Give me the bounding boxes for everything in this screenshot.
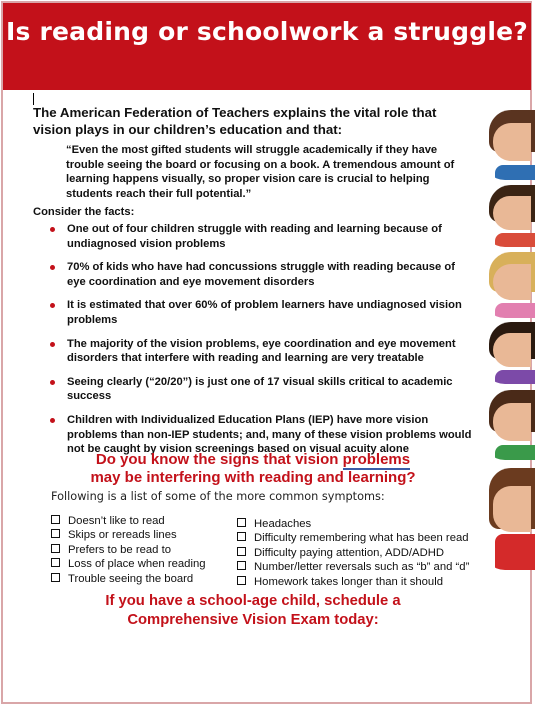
child-photo bbox=[483, 185, 535, 247]
fact-item bbox=[34, 222, 476, 251]
symptom-item bbox=[237, 517, 469, 531]
checkbox-icon bbox=[237, 561, 246, 570]
bullet-icon bbox=[50, 418, 55, 423]
bullet-icon bbox=[50, 227, 55, 232]
child-photo bbox=[483, 252, 535, 318]
fact-text: One out of four children struggle with reading and learning because of undiagnosed vision problems bbox=[67, 223, 442, 250]
fact-text: 70% of kids who have had concussions struggle with reading because of eye coordination and eye movement disorders bbox=[67, 261, 455, 288]
child-photo bbox=[483, 110, 535, 180]
child-photo bbox=[483, 390, 535, 460]
checkbox-icon bbox=[51, 544, 60, 553]
child-photo bbox=[483, 322, 535, 384]
symptom-item bbox=[51, 528, 206, 542]
symptom-text: Skips or rereads lines bbox=[68, 529, 177, 542]
call-to-action bbox=[33, 592, 473, 629]
fact-text: It is estimated that over 60% of problem learners have undiagnosed vision problems bbox=[67, 299, 462, 326]
bullet-icon bbox=[50, 303, 55, 308]
checkbox-icon bbox=[51, 558, 60, 567]
checkbox-icon bbox=[237, 547, 246, 556]
facts-list bbox=[34, 222, 476, 466]
signs-question bbox=[33, 451, 473, 487]
checkbox-icon bbox=[237, 576, 246, 585]
symptom-item bbox=[237, 575, 469, 589]
bullet-icon bbox=[50, 380, 55, 385]
intro-paragraph: The American Federation of Teachers explains the vital role that vision plays in our children’s education and that: bbox=[33, 105, 437, 137]
symptom-text: Headaches bbox=[254, 518, 312, 530]
symptom-item bbox=[51, 557, 206, 571]
checkbox-icon bbox=[237, 518, 246, 527]
facts-heading: Consider the facts: bbox=[33, 206, 135, 218]
checkbox-icon bbox=[51, 515, 60, 524]
symptom-item bbox=[51, 572, 206, 586]
page-title: Is reading or schoolwork a struggle? bbox=[5, 17, 528, 46]
checkbox-icon bbox=[237, 532, 246, 541]
symptoms-list-left bbox=[51, 514, 206, 586]
quote-paragraph: “Even the most gifted students will struggle academically if they have trouble seeing the board or focusing on a book. A tremendous amount of learning happens visually, so proper vision care is crucial to helping students reach their full potential.” bbox=[66, 144, 455, 201]
fact-item bbox=[34, 337, 476, 366]
checkbox-icon bbox=[51, 529, 60, 538]
fact-text: Seeing clearly (“20/20”) is just one of 17 visual skills critical to academic success bbox=[67, 375, 453, 403]
symptom-text: Loss of place when reading bbox=[68, 558, 206, 571]
cta-line-2: Comprehensive Vision Exam today: bbox=[127, 611, 379, 628]
fact-text: Children with Individualized Education Plans (IEP) have more vision problems than non-IEP students; and, many of these vision problems would not be caught by vision screenings based on visual acuity alone bbox=[67, 413, 472, 456]
symptom-text: Prefers to be read to bbox=[68, 543, 171, 556]
symptom-text: Difficulty paying attention, ADD/ADHD bbox=[254, 546, 445, 559]
checkbox-icon bbox=[51, 573, 60, 582]
symptoms-intro: Following is a list of some of the more common symptoms: bbox=[51, 490, 385, 503]
cta-line-1: If you have a school-age child, schedule a bbox=[105, 593, 401, 609]
symptom-item bbox=[237, 560, 469, 574]
question-underlined-word: problems bbox=[342, 451, 411, 468]
symptom-text: Difficulty remembering what has been read bbox=[254, 532, 469, 545]
symptom-text: Trouble seeing the board bbox=[68, 572, 194, 585]
child-photo bbox=[483, 468, 535, 570]
fact-item bbox=[34, 298, 476, 327]
symptom-text: Doesn’t like to read bbox=[68, 515, 165, 527]
symptom-item bbox=[237, 531, 469, 545]
bullet-icon bbox=[50, 265, 55, 270]
symptom-item bbox=[51, 543, 206, 557]
symptom-item bbox=[51, 514, 206, 528]
symptom-text: Homework takes longer than it should bbox=[254, 575, 444, 588]
header-banner bbox=[3, 3, 531, 90]
symptoms-list-right bbox=[237, 517, 469, 589]
fact-text: The majority of the vision problems, eye coordination and eye movement disorders that interfere with reading and learning are very treatable bbox=[67, 337, 456, 365]
symptom-item bbox=[237, 546, 469, 560]
fact-item bbox=[34, 375, 476, 404]
bullet-icon bbox=[50, 342, 55, 347]
fact-item bbox=[34, 260, 476, 289]
symptom-text: Number/letter reversals such as “b” and “d” bbox=[254, 561, 470, 574]
children-photo-strip bbox=[483, 110, 535, 570]
question-part1: Do you know the signs that vision bbox=[95, 451, 343, 468]
question-part2: may be interfering with reading and learning? bbox=[90, 469, 416, 486]
